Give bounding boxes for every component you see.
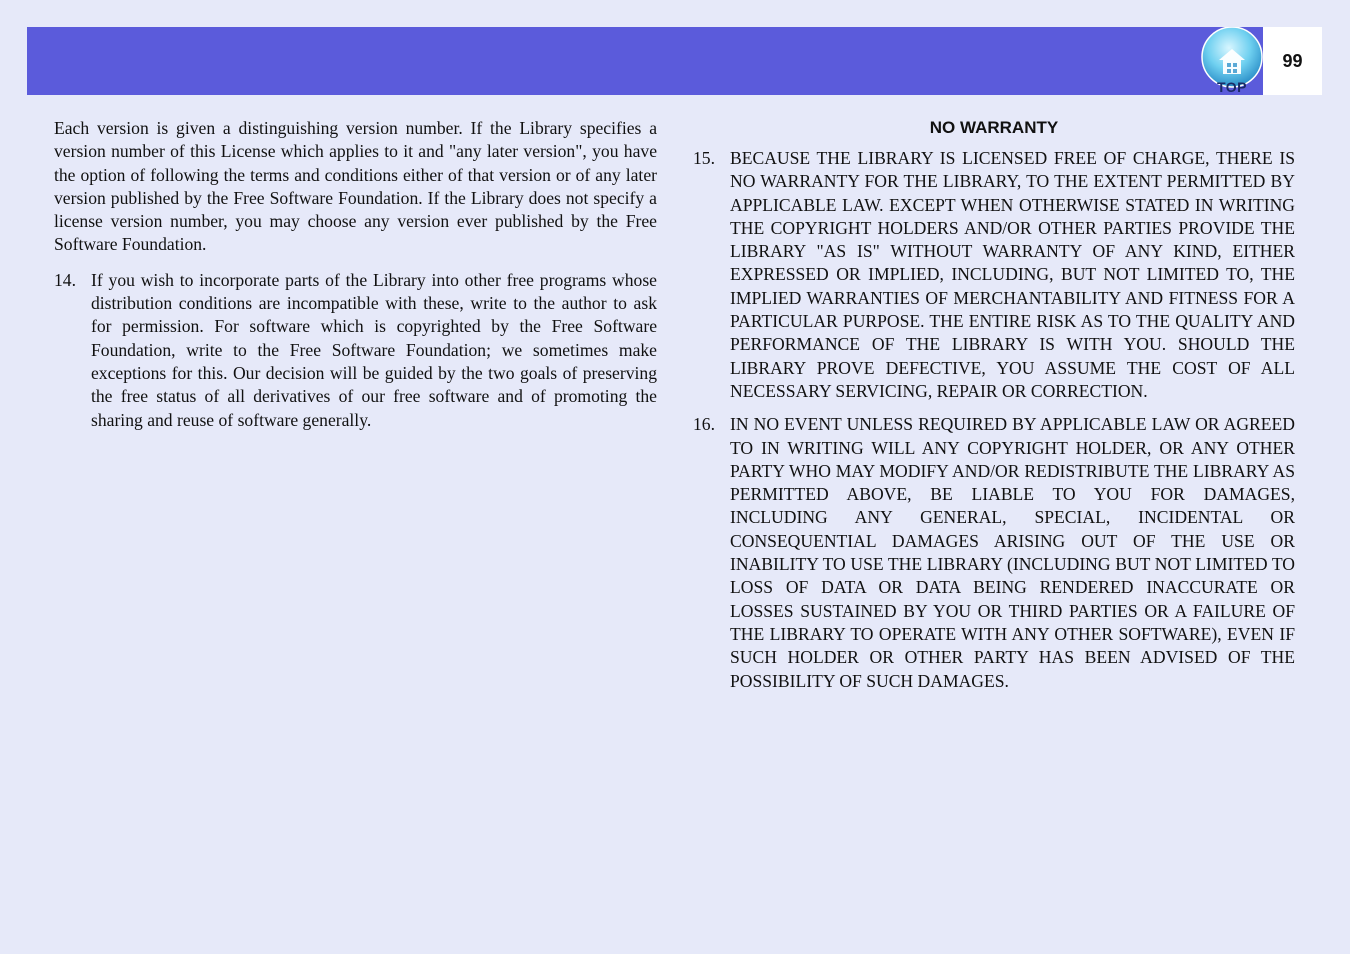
intro-paragraph: Each version is given a distinguishing version number. If the Library specifies a version number of this License which applies to it and "any later version", you have the option of following the terms and conditions either of that version or of any later version published by the Free Software Foundation. If the Library does not specify a license version number, you may choose any version ever published by the Free Software Foundation. <box>54 118 657 255</box>
list-item-16 <box>693 413 1295 693</box>
item-number: 15. <box>693 148 715 168</box>
item-text: BECAUSE THE LIBRARY IS LICENSED FREE OF CHARGE, THERE IS NO WARRANTY FOR THE LIBRARY, TO THE EXTENT PERMITTED BY APPLICABLE LAW. EXCEPT WHEN OTHERWISE STATED IN WRITING THE COPYRIGHT HOLDERS AND/OR OTHER PARTIES PROVIDE THE LIBRARY "AS IS" WITHOUT WARRANTY OF ANY KIND, EITHER EXPRESSED OR IMPLIED, INCLUDING, BUT NOT LIMITED TO, THE IMPLIED WARRANTIES OF MERCHANTABILITY AND FITNESS FOR A PARTICULAR PURPOSE. THE ENTIRE RISK AS TO THE QUALITY AND PERFORMANCE OF THE LIBRARY IS WITH YOU. SHOULD THE LIBRARY PROVE DEFECTIVE, YOU ASSUME THE COST OF ALL NECESSARY SERVICING, REPAIR OR CORRECTION. <box>730 148 1295 401</box>
top-button-label: TOP <box>1216 79 1248 95</box>
item-number: 14. <box>54 269 76 290</box>
list-item-15 <box>693 147 1295 403</box>
item-number: 16. <box>693 414 715 435</box>
section-heading: NO WARRANTY <box>929 118 1059 137</box>
left-column <box>54 117 657 442</box>
right-column <box>693 117 1295 703</box>
page-number-box <box>1263 27 1322 95</box>
item-text: IN NO EVENT UNLESS REQUIRED BY APPLICABLE LAW OR AGREED TO IN WRITING WILL ANY COPYRIGHT HOLDER, OR ANY OTHER PARTY WHO MAY MODIFY AND/OR REDISTRIBUTE THE LIBRARY AS PERMITTED ABOVE, BE LIABLE TO YOU FOR DAMAGES, INCLUDING ANY GENERAL, SPECIAL, INCIDENTAL OR CONSEQUENTIAL DAMAGES ARISING OUT OF THE USE OR INABILITY TO USE THE LIBRARY (INCLUDING BUT NOT LIMITED TO LOSS OF DATA OR DATA BEING RENDERED INACCURATE OR LOSSES SUSTAINED BY YOU OR THIRD PARTIES OR A FAILURE OF THE LIBRARY TO OPERATE WITH ANY OTHER SOFTWARE), EVEN IF SUCH HOLDER OR OTHER PARTY HAS BEEN ADVISED OF THE POSSIBILITY OF SUCH DAMAGES. <box>730 414 1295 691</box>
header-band <box>27 27 1263 95</box>
top-button[interactable] <box>1200 27 1264 97</box>
list-item-14 <box>54 269 657 432</box>
page-number: 99 <box>1282 50 1303 71</box>
item-text: If you wish to incorporate parts of the Library into other free programs whose distribution conditions are incompatible with these, write to the author to ask for permission. For software which is copyrighted by the Free Software Foundation, write to the Free Software Foundation; we sometimes make exceptions for this. Our decision will be guided by the two goals of preserving the free status of all derivatives of our free software and of promoting the sharing and reuse of software generally. <box>91 269 657 430</box>
